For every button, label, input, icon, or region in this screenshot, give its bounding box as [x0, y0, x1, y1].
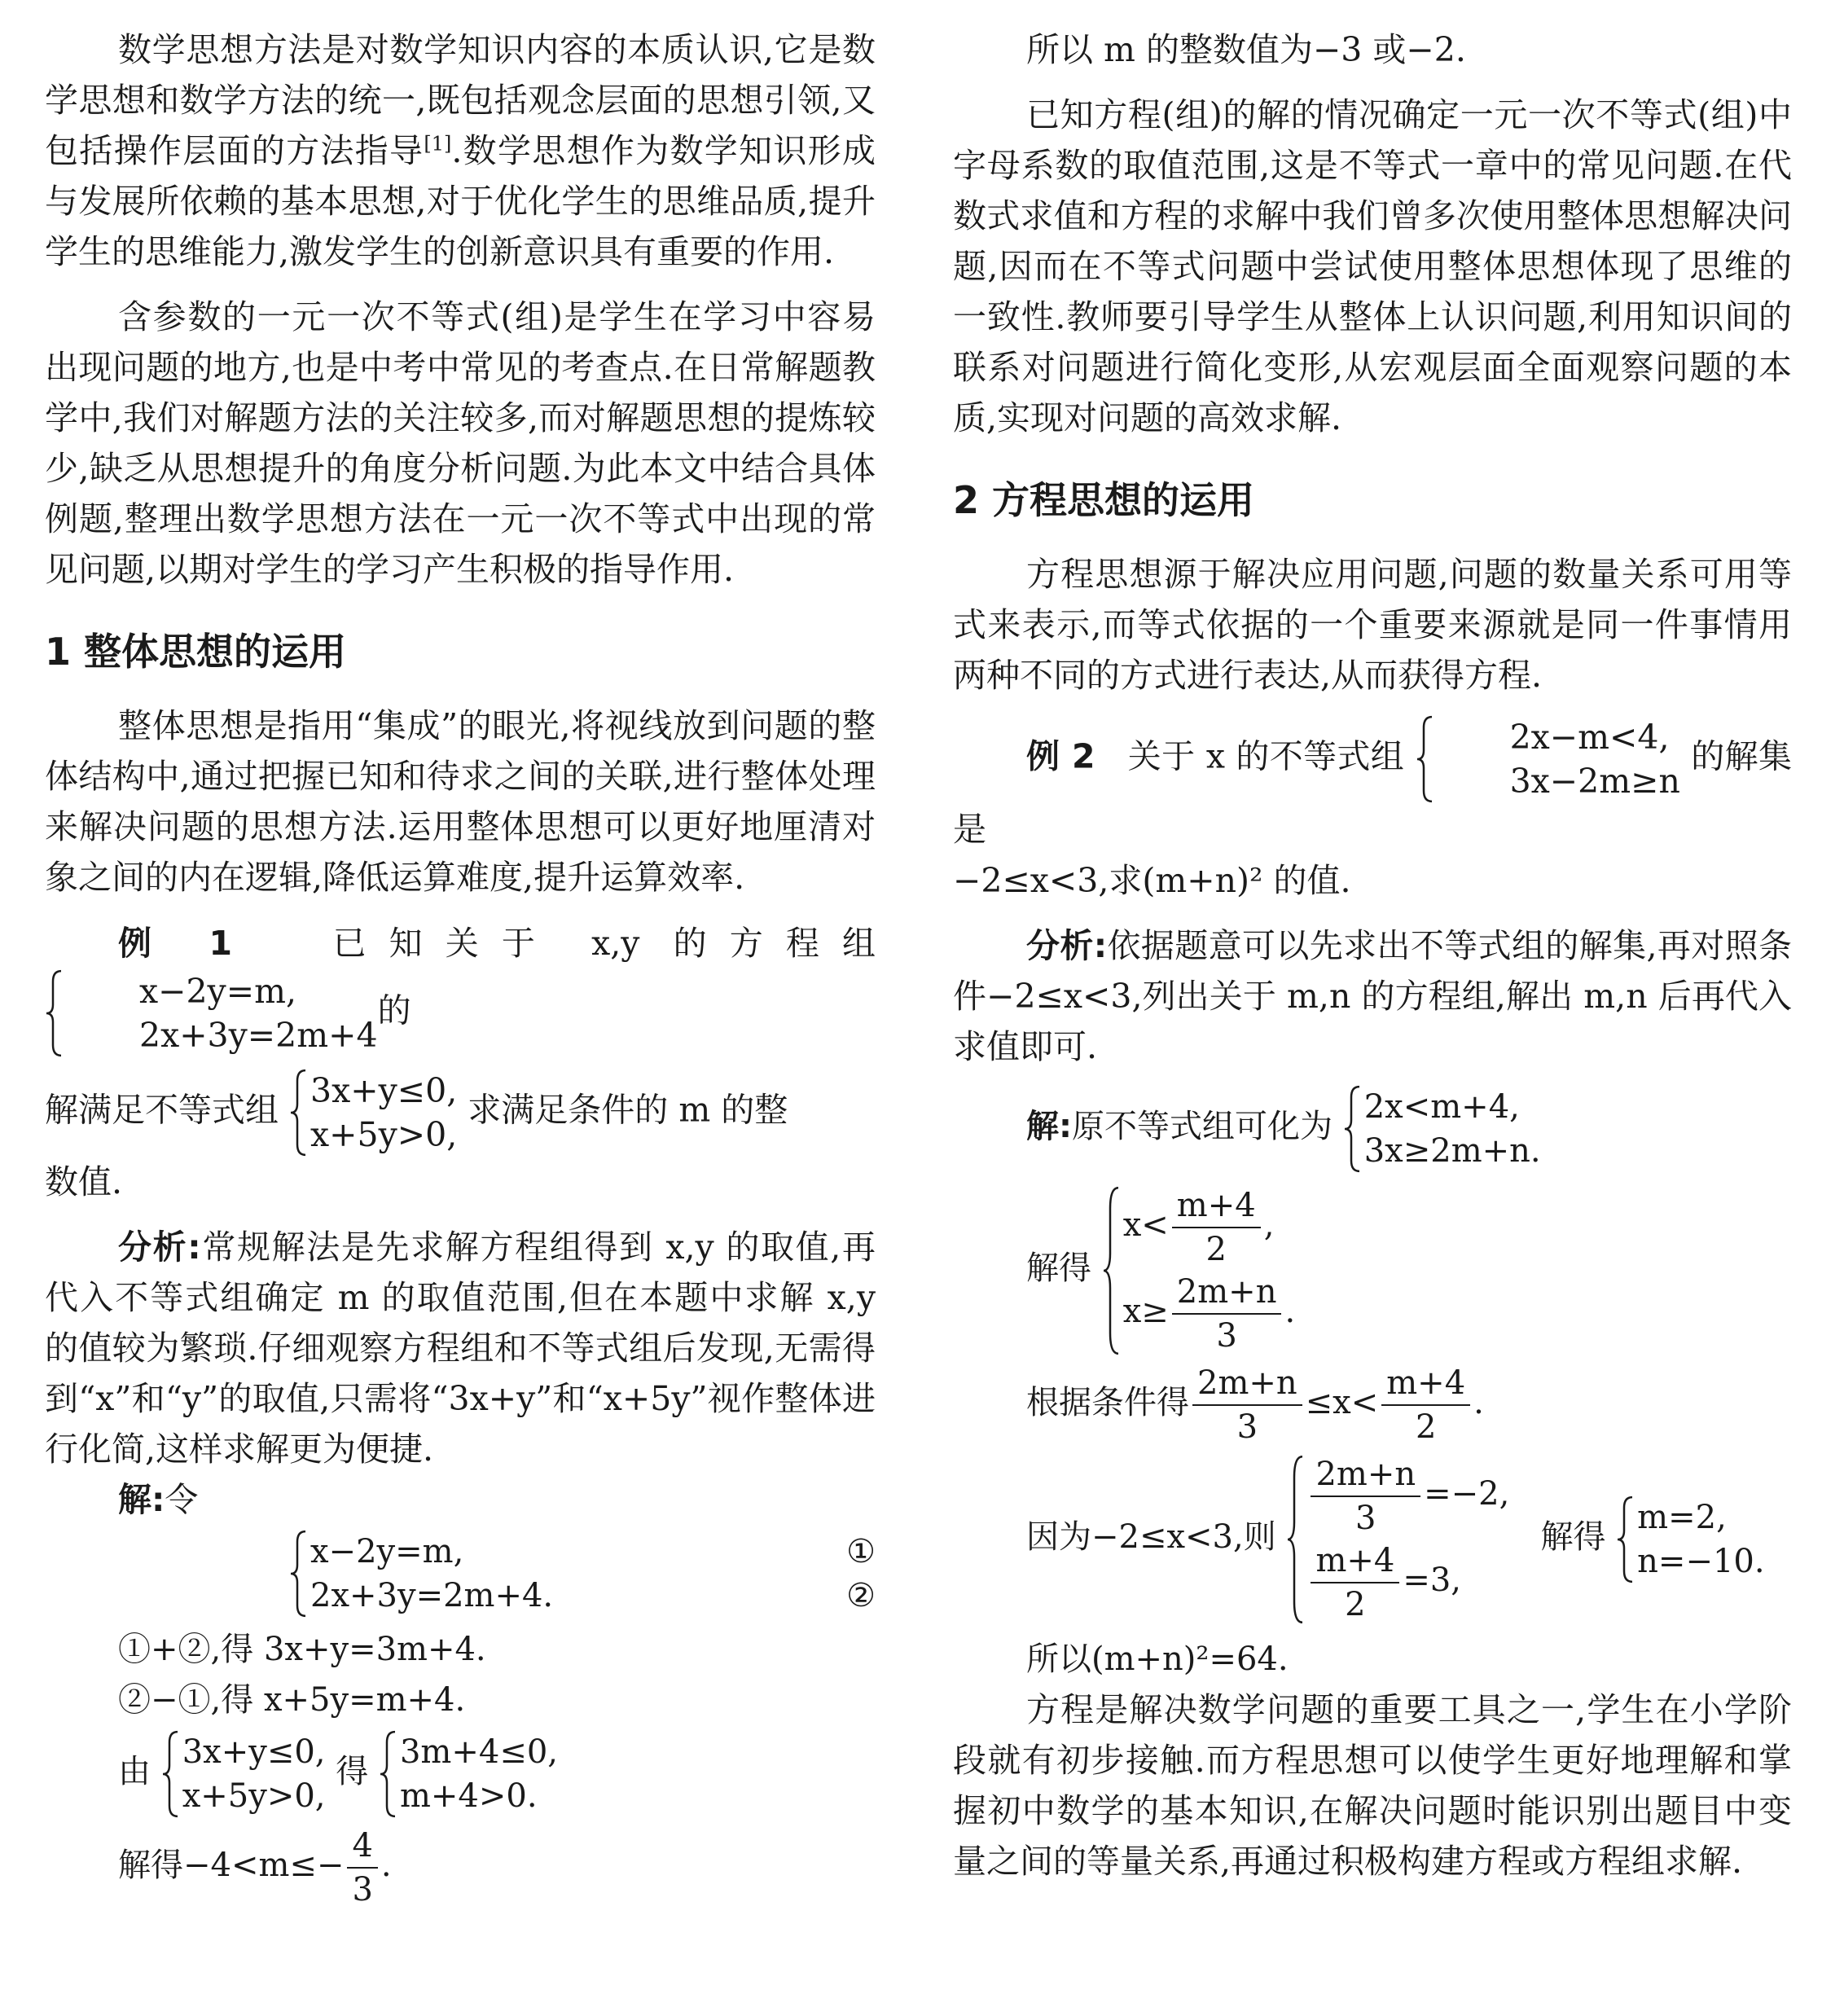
- fraction: [1192, 1364, 1302, 1446]
- system-row: x−2y=m,: [310, 1533, 464, 1570]
- solution-label: 解:: [1026, 1108, 1072, 1145]
- math-text: =3,: [1403, 1561, 1462, 1599]
- fraction: [347, 1829, 377, 1906]
- solution-2-line-3: [1026, 1364, 1792, 1446]
- example-2-statement: [953, 715, 1792, 855]
- example-1-text-c: 解满足不等式组: [45, 1090, 279, 1130]
- solution-text: 因为−2≤x<3,则: [1026, 1518, 1276, 1556]
- math-text: ≤x<: [1305, 1384, 1379, 1421]
- system-row: 2x+3y=2m+4.: [310, 1577, 554, 1614]
- numerator: 4: [347, 1829, 377, 1869]
- citation-ref: [1]: [424, 132, 452, 156]
- system-row: [1123, 1184, 1295, 1271]
- inequality-system-4: [1416, 715, 1680, 803]
- numerator: m+4: [1172, 1189, 1261, 1228]
- denominator: 2: [1205, 1231, 1227, 1268]
- inequality-system-1: [289, 1069, 457, 1157]
- example-2-statement-cont: −2≤x<3,求(m+n)² 的值.: [953, 861, 1351, 900]
- example-1-statement-cont: [45, 1069, 876, 1157]
- system-row: 3x≥2m+n.: [1363, 1132, 1541, 1170]
- analysis-text: 依据题意可以先求出不等式组的解集,再对照条件−2≤x<3,列出关于 m,n 的方程组,解出 m,n 后再代入求值即可.: [953, 926, 1792, 1066]
- system-row: 2x−m<4,: [1509, 718, 1670, 757]
- fraction: [1311, 1458, 1420, 1535]
- system-row: x−2y=m,: [139, 972, 296, 1011]
- solution-2-line-1: [1026, 1085, 1792, 1173]
- section-heading-2: 2 方程思想的运用: [953, 478, 1255, 522]
- solution-2-line-4: [1026, 1453, 1792, 1626]
- solution-text: 得: [336, 1753, 369, 1790]
- example-1-text-d: 求满足条件的 m 的整: [468, 1090, 788, 1130]
- analysis-text: 常规解法是先求解方程组得到 x,y 的取值,再代入不等式组确定 m 的取值范围,但在本题中求解 x,y 的值较为繁琐.仔细观察方程组和不等式组后发现,无需得到“x”和“y”的取值,只需将“3x+y”和“x+5y”视作整体进行化简,这样求解更为便捷.: [45, 1228, 876, 1469]
- fraction: [1381, 1364, 1470, 1446]
- analysis-label: 分析:: [118, 1228, 201, 1267]
- fraction: [1311, 1544, 1399, 1621]
- example-2-label: 例 2: [1026, 736, 1095, 776]
- intro-text: 数学思想方法是对数学知识内容的本质认识,它是数学思想和数学方法的统一,既包括观念层面的思想引领,又包括操作层面的方法指导: [45, 30, 876, 170]
- example-1-statement: [45, 917, 876, 1057]
- math-text: .: [1284, 1293, 1296, 1330]
- analysis-label: 分析:: [1026, 926, 1108, 965]
- denominator: 2: [1345, 1586, 1366, 1623]
- denominator: 3: [1216, 1317, 1237, 1355]
- system-row: [1123, 1271, 1295, 1357]
- system-row: x+5y>0,: [310, 1115, 458, 1154]
- numerator: 2m+n: [1172, 1276, 1282, 1315]
- system-row: 3x+y≤0,: [182, 1733, 326, 1771]
- system-row: 2x<m+4,: [1363, 1088, 1520, 1126]
- fraction-system-1: [1102, 1184, 1295, 1357]
- equation-number-1: ①: [846, 1533, 876, 1570]
- intro-paragraph-2: 含参数的一元一次不等式(组)是学生在学习中容易出现问题的地方,也是中考中常见的考查点.在日常解题教学中,我们对解题方法的关注较多,而对解题思想的提炼较少,缺乏从思想提升的角度分析问题.为此本文中结合具体例题,整理出数学思想方法在一元一次不等式中出现的常见问题,以期对学生的学习产生积极的指导作用.: [45, 297, 876, 589]
- example-1-text-b: 的: [377, 990, 411, 1030]
- section2-paragraph: 方程思想源于解决应用问题,问题的数量关系可用等式来表示,而等式依据的一个重要来源就是同一件事情用两种不同的方式进行表达,从而获得方程.: [953, 555, 1792, 695]
- denominator: 3: [1236, 1408, 1258, 1446]
- example-2-text-b: 的解集是: [953, 736, 1792, 849]
- solution-text: 原不等式组可化为: [1072, 1108, 1333, 1145]
- solution-text: 解得: [1026, 1250, 1091, 1287]
- system-row: 3x−2m≥n: [1509, 762, 1680, 801]
- solution-1-line-3: [118, 1730, 876, 1818]
- example-1-label: 例 1: [118, 924, 233, 963]
- section1-summary: 已知方程(组)的解的情况确定一元一次不等式(组)中字母系数的取值范围,这是不等式一章中的常见问题.在代数式求值和方程的求解中我们曾多次使用整体思想解决问题,因而在不等式问题中尝试使用整体思想体现了思维的一致性.教师要引导学生从整体上认识问题,利用知识间的联系对问题进行简化变形,从宏观层面全面观察问题的本质,实现对问题的高效求解.: [953, 95, 1792, 437]
- inequality-system-2: [161, 1730, 326, 1818]
- system-row: x+5y>0,: [182, 1777, 326, 1815]
- fraction: [1172, 1273, 1282, 1355]
- equation-system-1: [45, 969, 378, 1057]
- left-column: [45, 24, 876, 1906]
- solution-2-line-2: [1026, 1184, 1792, 1357]
- analysis-2: [953, 920, 1792, 1072]
- solution-1-intro: [45, 1474, 876, 1525]
- solution-text: 解得−4<m≤−: [118, 1847, 345, 1884]
- denominator: 2: [1415, 1408, 1437, 1446]
- denominator: 3: [1355, 1500, 1376, 1537]
- numerator: m+4: [1311, 1544, 1399, 1583]
- system-row: [1307, 1539, 1509, 1626]
- solution-label: 解:: [118, 1480, 165, 1519]
- system-row: m=2,: [1637, 1499, 1727, 1536]
- solution-text: 根据条件得: [1026, 1384, 1189, 1421]
- solution-1-result: [118, 1829, 876, 1906]
- numerator: 2m+n: [1311, 1458, 1420, 1497]
- section1-paragraph: 整体思想是指用“集成”的眼光,将视线放到问题的整体结构中,通过把握已知和待求之间的关联,进行整体处理来解决问题的思想方法.运用整体思想可以更好地厘清对象之间的内在逻辑,降低运算难度,提升运算效率.: [45, 706, 876, 897]
- math-text: .: [1473, 1384, 1484, 1421]
- system-row: 2x+3y=2m+4: [139, 1016, 378, 1055]
- inequality-system-3: [379, 1730, 558, 1818]
- solution-1-line-1: ①+②,得 3x+y=3m+4.: [118, 1631, 486, 1668]
- solution-text: 由: [118, 1753, 151, 1790]
- fraction: [1172, 1189, 1261, 1266]
- system-row: 3x+y≤0,: [310, 1071, 458, 1110]
- example-2-text-a: 关于 x 的不等式组: [1127, 736, 1405, 776]
- solution-1-conclusion: 所以 m 的整数值为−3 或−2.: [1026, 30, 1466, 69]
- result-system: [1616, 1496, 1764, 1583]
- system-row: n=−10.: [1637, 1543, 1765, 1580]
- analysis-1: [45, 1222, 876, 1474]
- math-text: x<: [1122, 1206, 1169, 1244]
- system-row: [1307, 1453, 1509, 1539]
- solution-text: .: [380, 1847, 392, 1884]
- math-text: ,: [1263, 1206, 1275, 1244]
- intro-paragraph-1: [45, 24, 876, 277]
- solution-1-line-2: ②−①,得 x+5y=m+4.: [118, 1681, 466, 1719]
- system-row: m+4>0.: [399, 1777, 538, 1815]
- solution-text: 解得: [1540, 1518, 1606, 1556]
- example-1-statement-end: 数值.: [45, 1162, 123, 1201]
- section2-summary: 方程是解决数学问题的重要工具之一,学生在小学阶段就有初步接触.而方程思想可以使学生更好地理解和掌握初中数学的基本知识,在解决问题时能识别出题目中变量之间的等量关系,再通过积极构建方程或方程组求解.: [953, 1690, 1792, 1881]
- fraction-system-2: [1286, 1453, 1509, 1626]
- equation-number-2: ②: [846, 1577, 876, 1614]
- solution-1-system: [289, 1530, 876, 1618]
- intro-text-tail: .数学思想作为数学知识形成与发展所依赖的基本思想,对于优化学生的思维品质,提升学生的思维能力,激发学生的创新意识具有重要的作用.: [45, 131, 876, 271]
- math-text: =−2,: [1424, 1475, 1510, 1513]
- solution-2-final: 所以(m+n)²=64.: [1026, 1640, 1289, 1678]
- solution-text: 令: [165, 1480, 199, 1519]
- denominator: 3: [352, 1871, 373, 1908]
- math-text: x≥: [1122, 1293, 1169, 1330]
- section-heading-1: 1 整体思想的运用: [45, 630, 347, 674]
- inequality-system-5: [1343, 1085, 1541, 1173]
- system-row: 3m+4≤0,: [399, 1733, 558, 1771]
- right-column: [953, 24, 1792, 1886]
- equation-system-2: [289, 1530, 553, 1618]
- example-1-text-a: 已知关于 x,y 的方程组: [332, 924, 876, 963]
- numerator: m+4: [1381, 1367, 1470, 1406]
- numerator: 2m+n: [1192, 1367, 1302, 1406]
